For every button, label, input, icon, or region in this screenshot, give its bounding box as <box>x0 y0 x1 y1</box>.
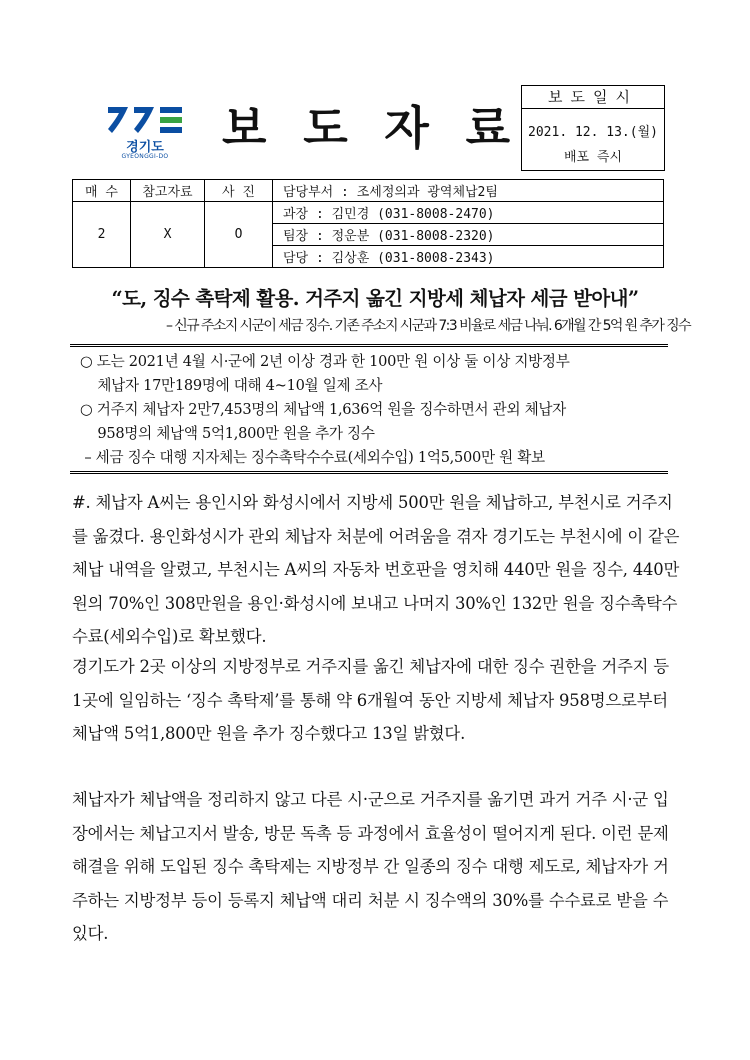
summary-line: 958명의 체납액 5억1,800만 원을 추가 징수 <box>80 425 375 442</box>
release-info-box <box>521 85 665 171</box>
info-table <box>72 179 664 268</box>
logo-sub: GYEONGGI-DO <box>121 153 169 160</box>
value-attachments: X <box>131 202 205 268</box>
gyeonggi-logo <box>104 99 186 161</box>
summary-line: ○ 거주지 체납자 2만7,453명의 체납액 1,636억 원을 징수하면서 관외 체납자 <box>80 401 566 418</box>
contact-team-lead: 팀장 : 정운분 (031-8008-2320) <box>273 224 664 246</box>
summary-line: 체납자 17만189명에 대해 4~10월 일제 조사 <box>80 377 383 394</box>
page-title <box>222 92 512 158</box>
summary-box <box>70 344 668 474</box>
summary-line: – 세금 징수 대행 지자체는 징수촉탁수수료(세외수입) 1억5,500만 원 확보 <box>80 449 545 466</box>
contact-staff: 담당 : 김상훈 (031-8008-2343) <box>273 246 664 268</box>
title-char: 료 <box>465 101 512 155</box>
headline: “도, 징수 촉탁제 활용. 거주지 옮긴 지방세 체납자 세금 받아내” <box>111 287 639 310</box>
table-row <box>73 180 664 202</box>
subheadline: – 신규 주소지 시군이 세금 징수. 기존 주소지 시군과 7:3 비율로 세금 나눠. 6개월 간 5억 원 추가 징수 <box>165 318 690 334</box>
logo-name: 경기도 <box>126 140 164 155</box>
body-paragraph: 체납자가 체납액을 정리하지 않고 다른 시·군으로 거주지를 옮기면 과거 거주 시·군 입장에서는 체납고지서 발송, 방문 독촉 등 과정에서 효율성이 떨어지게 된다. 이런 문제 해결을 위해 도입된 징수 촉탁제는 지방정부 간 일종의 징수 대행 제도로, 체납자가 거주하는 지방정부 등이 등록지 체납액 대리 처분 시 징수액의 30%를 수수료로 받을 수 있다. <box>72 790 669 944</box>
value-photos: O <box>205 202 273 268</box>
title-char: 보 <box>222 101 269 155</box>
contact-director: 과장 : 김민경 (031-8008-2470) <box>273 202 664 224</box>
release-date: 2021. 12. 13.(월) <box>528 125 658 140</box>
department: 담당부서 : 조세정의과 광역체납2팀 <box>273 180 664 202</box>
body-paragraph: #. 체납자 A씨는 용인시와 화성시에서 지방세 500만 원을 체납하고, 부천시로 거주지를 옮겼다. 용인화성시가 관외 체납자 처분에 어려움을 겪자 경기도는 부천시에 이 같은 체납 내역을 알렸고, 부천시는 A씨의 자동차 번호판을 영치해 440만 원을 징수, 440만 원의 70%인 308만원을 용인·화성시에 보내고 나머지 30%인 132만 원을 징수촉탁수수료(세외수입)로 확보했다. <box>72 493 680 647</box>
header-attachments: 참고자료 <box>131 180 205 202</box>
gyeonggi-logo-icon <box>106 103 184 137</box>
title-char: 자 <box>384 101 431 155</box>
table-row <box>73 202 664 224</box>
summary-line: ○ 도는 2021년 4월 시·군에 2년 이상 경과 한 100만 원 이상 둘 이상 지방정부 <box>80 353 570 370</box>
release-embargo: 배포 즉시 <box>563 150 623 165</box>
header-photos: 사 진 <box>205 180 273 202</box>
release-header: 보도일시 <box>522 86 664 109</box>
value-pages: 2 <box>73 202 131 268</box>
header-pages: 매 수 <box>73 180 131 202</box>
body-paragraph: 경기도가 2곳 이상의 지방정부로 거주지를 옮긴 체납자에 대한 징수 권한을 거주지 등 1곳에 일임하는 ‘징수 촉탁제’를 통해 약 6개월여 동안 지방세 체납자 958명으로부터 체납액 5억1,800만 원을 추가 징수했다고 13일 밝혔다. <box>72 657 669 744</box>
title-char: 도 <box>303 101 350 155</box>
